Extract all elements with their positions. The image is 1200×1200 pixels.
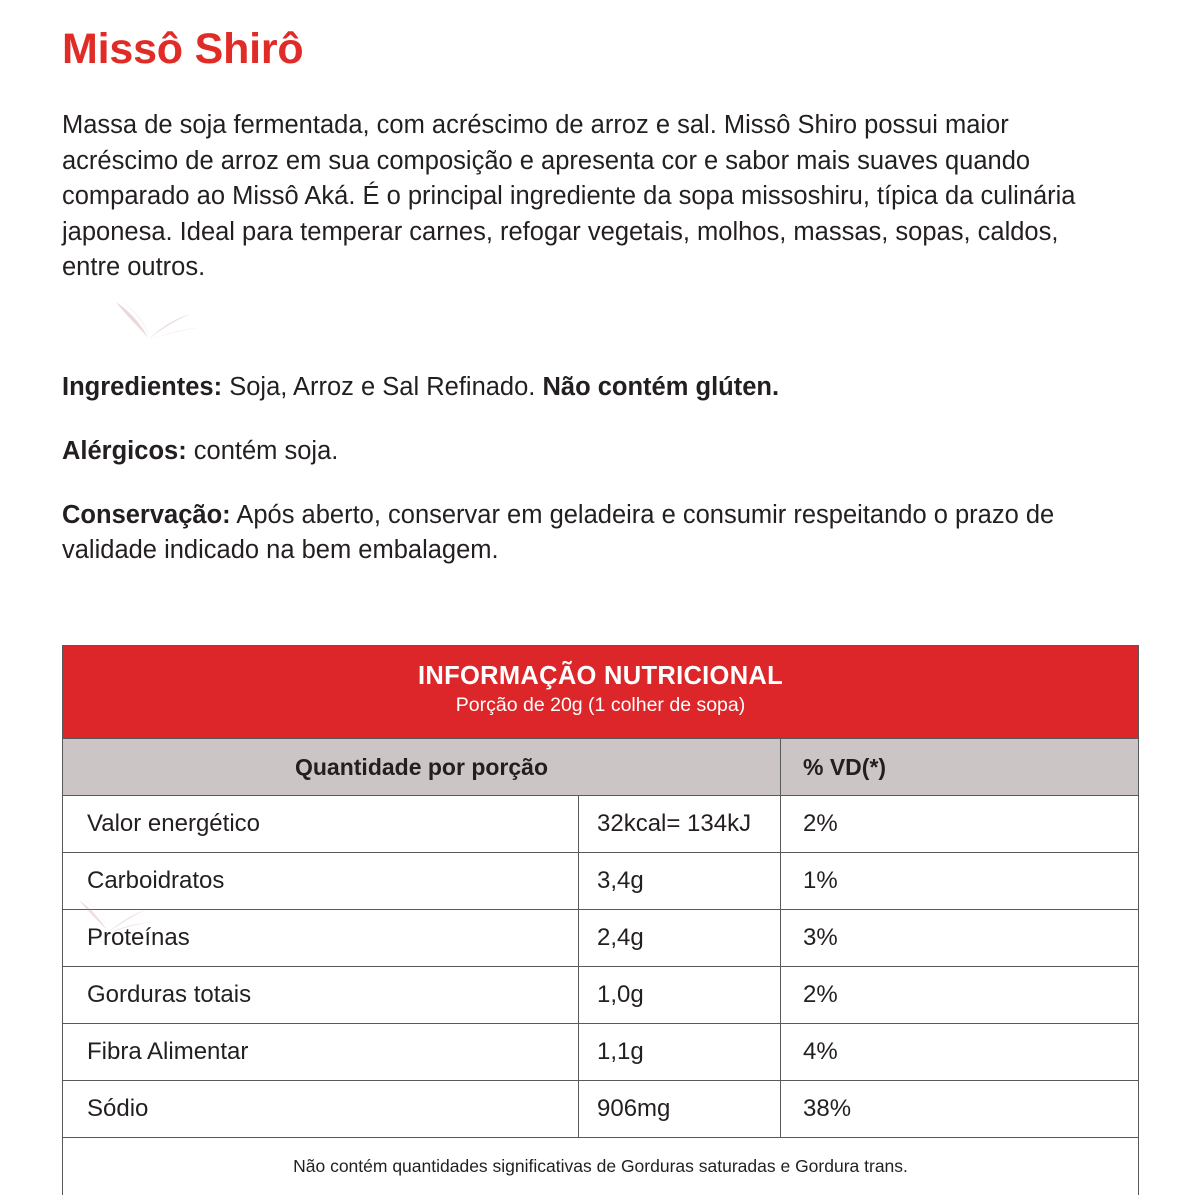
nutrition-banner — [63, 646, 1139, 739]
nutrient-name: Proteínas — [63, 910, 579, 967]
nutrient-name: Carboidratos — [63, 853, 579, 910]
nutrient-amount: 906mg — [579, 1081, 781, 1138]
ingredients-line — [62, 370, 1102, 405]
nutrient-vd: 38% — [781, 1081, 1139, 1138]
bamboo-leaf-icon — [112, 296, 202, 344]
nutrition-facts-table-wrapper — [62, 645, 1138, 1195]
nutrition-banner-row — [63, 646, 1139, 739]
page-title: Missô Shirô — [62, 25, 304, 73]
product-description: Massa de soja fermentada, com acréscimo de arroz e sal. Missô Shiro possui maior acréscimo de arroz em sua composição e apresenta cor e sabor mais suaves quando comparado ao Missô Aká. É o principal ingrediente da sopa missoshiru, típica da culinária japonesa. Ideal para temperar carnes, refogar vegetais, molhos, massas, sopas, caldos, entre outros. — [62, 111, 1076, 281]
table-row — [63, 853, 1139, 910]
nutrition-column-header-row — [63, 739, 1139, 796]
nutrition-banner-title: INFORMAÇÃO NUTRICIONAL — [418, 662, 783, 691]
table-row — [63, 910, 1139, 967]
allergens-line — [62, 434, 1102, 469]
nutrient-name: Fibra Alimentar — [63, 1024, 579, 1081]
nutrient-amount: 2,4g — [579, 910, 781, 967]
nutrient-amount: 1,1g — [579, 1024, 781, 1081]
nutrient-name: Gorduras totais — [63, 967, 579, 1024]
nutrient-vd: 2% — [781, 796, 1139, 853]
nutrient-amount: 3,4g — [579, 853, 781, 910]
nutrient-name: Valor energético — [63, 796, 579, 853]
nutrient-amount: 1,0g — [579, 967, 781, 1024]
table-row — [63, 1081, 1139, 1138]
allergens-label: Alérgicos: — [62, 437, 187, 465]
storage-label: Conservação: — [62, 501, 231, 529]
storage-line — [62, 498, 1102, 568]
nutrient-vd: 4% — [781, 1024, 1139, 1081]
nutrition-facts-table — [62, 645, 1139, 1195]
allergens-value: contém soja. — [186, 437, 339, 465]
nutrient-vd: 1% — [781, 853, 1139, 910]
ingredients-value: Soja, Arroz e Sal Refinado. — [222, 373, 543, 401]
table-row — [63, 967, 1139, 1024]
nutrient-name: Sódio — [63, 1081, 579, 1138]
table-row — [63, 796, 1139, 853]
ingredients-label: Ingredientes: — [62, 373, 223, 401]
nutrition-footnote: Não contém quantidades significativas de Gorduras saturadas e Gordura trans. — [63, 1138, 1139, 1195]
table-row — [63, 1024, 1139, 1081]
nutrition-footnote-row — [63, 1138, 1139, 1195]
column-header-quantity: Quantidade por porção — [63, 739, 781, 796]
column-header-vd: % VD(*) — [781, 739, 1139, 796]
nutrition-banner-subtitle: Porção de 20g (1 colher de sopa) — [455, 694, 746, 717]
gluten-note: Não contém glúten. — [542, 373, 780, 401]
nutrient-vd: 2% — [781, 967, 1139, 1024]
storage-value: Após aberto, conservar em geladeira e consumir respeitando o prazo de validade indicado na bem embalagem. — [62, 501, 1055, 564]
nutrient-amount: 32kcal= 134kJ — [579, 796, 781, 853]
nutrient-vd: 3% — [781, 910, 1139, 967]
